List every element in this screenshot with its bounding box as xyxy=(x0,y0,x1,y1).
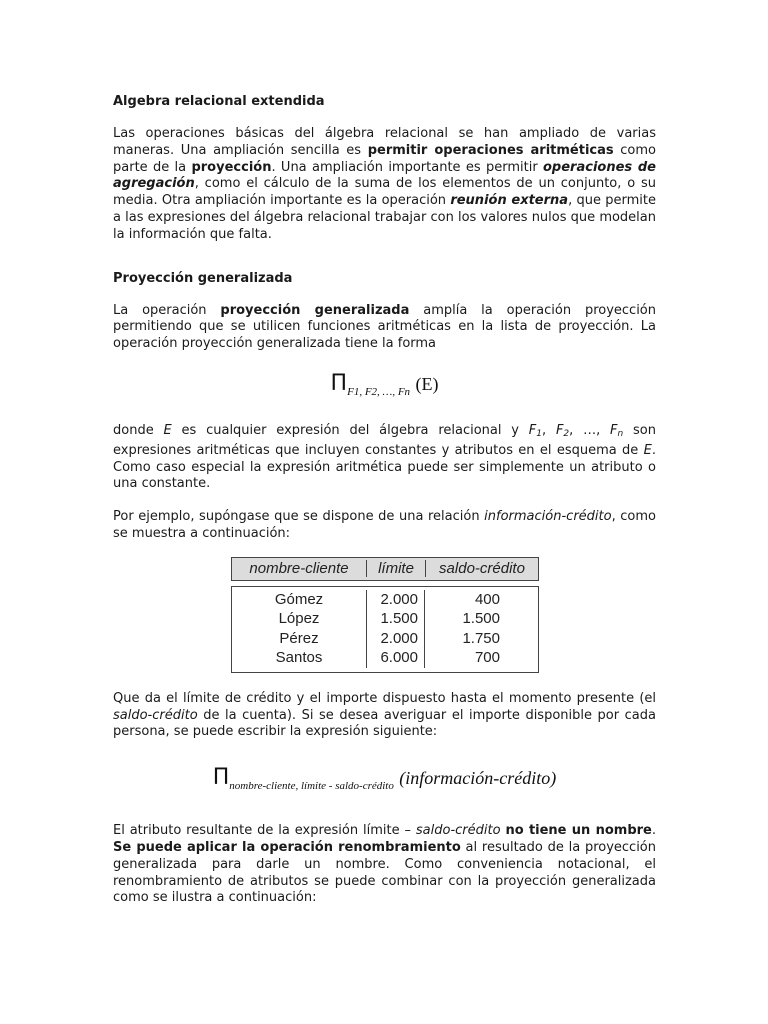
table-cell: 1.750 xyxy=(462,629,500,647)
italic-text: F xyxy=(528,422,537,438)
text-run: de la cuenta). Si se desea averiguar el importe disponible por cada persona, se puede escribir la expresión siguiente: xyxy=(113,707,656,740)
header-limite: límite xyxy=(367,560,426,577)
column-limite xyxy=(367,590,425,668)
bold-text: permitir operaciones aritméticas xyxy=(367,142,614,158)
emphasis-text: reunión externa xyxy=(450,193,569,209)
table-cell: 1.500 xyxy=(462,610,500,628)
bold-text: no tiene un nombre xyxy=(505,823,652,839)
column-nombre-cliente xyxy=(232,590,367,668)
bold-text: proyección generalizada xyxy=(220,302,410,318)
table-cell: Santos xyxy=(275,649,323,667)
text-run: . xyxy=(651,823,656,839)
text-run: El atributo resultante de la expresión límite – xyxy=(113,823,416,839)
bold-text xyxy=(450,193,568,208)
text-run: Por ejemplo, supóngase que se dispone de una relación xyxy=(113,509,485,525)
text-run: La operación xyxy=(113,302,221,318)
subscript-text: 2 xyxy=(563,428,570,439)
formula-argument: (información-crédito) xyxy=(399,768,557,789)
text-run: al resultado de la proyección generalizada para darle un nombre. Como conveniencia notacional, el renombramiento de atributos se puede combinar con la proyección generalizada como se ilustra a continuación: xyxy=(113,839,656,906)
italic-text: E xyxy=(643,442,652,458)
formula-projection-general xyxy=(113,371,656,405)
text-run: . Como caso especial la expresión aritmética puede ser simplemente un atributo o una constante. xyxy=(113,442,656,492)
section-title-algebra-extendida: Algebra relacional extendida xyxy=(113,94,325,109)
italic-text: saldo-crédito xyxy=(113,707,198,723)
bold-text: proyección xyxy=(191,159,272,175)
table-body xyxy=(231,586,539,673)
text-run: Las operaciones básicas del álgebra relacional se han ampliado de varias maneras. Una ampliación sencilla es xyxy=(113,126,656,158)
formula-subscript: nombre-cliente, límite - saldo-crédito xyxy=(229,780,394,793)
table-cell: 400 xyxy=(474,590,500,608)
text-run: . Una ampliación importante es permitir xyxy=(271,159,543,175)
table-cell: López xyxy=(278,610,320,628)
table-cell: 2.000 xyxy=(380,590,418,608)
text-run: como parte de la xyxy=(113,142,656,175)
text-run: es cualquier expresión del álgebra relacional y xyxy=(171,422,529,438)
paragraph-atributo-resultante xyxy=(113,823,656,907)
header-nombre-cliente: nombre-cliente xyxy=(232,560,367,577)
paragraph-donde xyxy=(113,423,656,493)
paragraph-proyeccion-def xyxy=(113,303,656,353)
paragraph-que-da xyxy=(113,691,656,741)
italic-text: información-crédito xyxy=(484,509,612,525)
italic-text: saldo-crédito xyxy=(415,823,501,839)
subscript-text: 1 xyxy=(536,428,542,439)
subscript-text: n xyxy=(617,428,624,439)
column-saldo-credito xyxy=(425,590,538,668)
text-run: amplía la operación proyección permitiendo que se utilicen funciones aritméticas en la lista de proyección. La operación proyección generalizada tiene la forma xyxy=(113,302,656,352)
table-cell: Gómez xyxy=(274,590,324,608)
formula-argument: (E) xyxy=(415,373,439,394)
bold-text: Se puede aplicar la operación renombramiento xyxy=(113,839,461,855)
table-cell: 2.000 xyxy=(380,629,418,647)
italic-text: F xyxy=(555,422,564,438)
table-header xyxy=(231,557,539,581)
emphasis-text: operaciones de agregación xyxy=(113,159,656,192)
table-cell: 1.500 xyxy=(380,610,418,628)
document-content xyxy=(113,93,656,907)
section-title-proyeccion-generalizada: Proyección generalizada xyxy=(113,270,293,286)
text-run: , como el cálculo de la suma de los elementos de un conjunto, o su media. Otra ampliación importante es la operación xyxy=(113,176,656,209)
paragraph-intro xyxy=(113,126,656,244)
pi-symbol: Π xyxy=(330,370,348,396)
text-run: son expresiones aritméticas que incluyen constantes y atributos en el esquema de xyxy=(113,422,657,458)
text-run: Que da el límite de crédito y el importe dispuesto hasta el momento presente (el xyxy=(113,690,656,706)
formula-subscript: F1, F2, …, Fn xyxy=(347,385,411,398)
relation-table-informacion-credito xyxy=(231,557,539,673)
italic-text: F xyxy=(610,422,618,438)
text-run: , que permite a las expresiones del álgebra relacional trabajar con los valores nulos que modelan la información que falta. xyxy=(113,193,656,242)
text-run: , …, xyxy=(569,422,611,438)
formula-projection-example xyxy=(113,765,656,799)
text-run: , xyxy=(542,422,556,438)
text-run: donde xyxy=(113,422,164,438)
text-run: , como se muestra a continuación: xyxy=(113,509,657,541)
italic-text: E xyxy=(163,422,172,438)
paragraph-ejemplo xyxy=(113,509,656,543)
table-cell: 700 xyxy=(474,649,500,667)
table-cell: 6.000 xyxy=(380,649,418,667)
header-saldo-credito: saldo-crédito xyxy=(439,560,525,578)
table-cell: Pérez xyxy=(279,629,319,647)
pi-symbol: Π xyxy=(212,765,230,791)
